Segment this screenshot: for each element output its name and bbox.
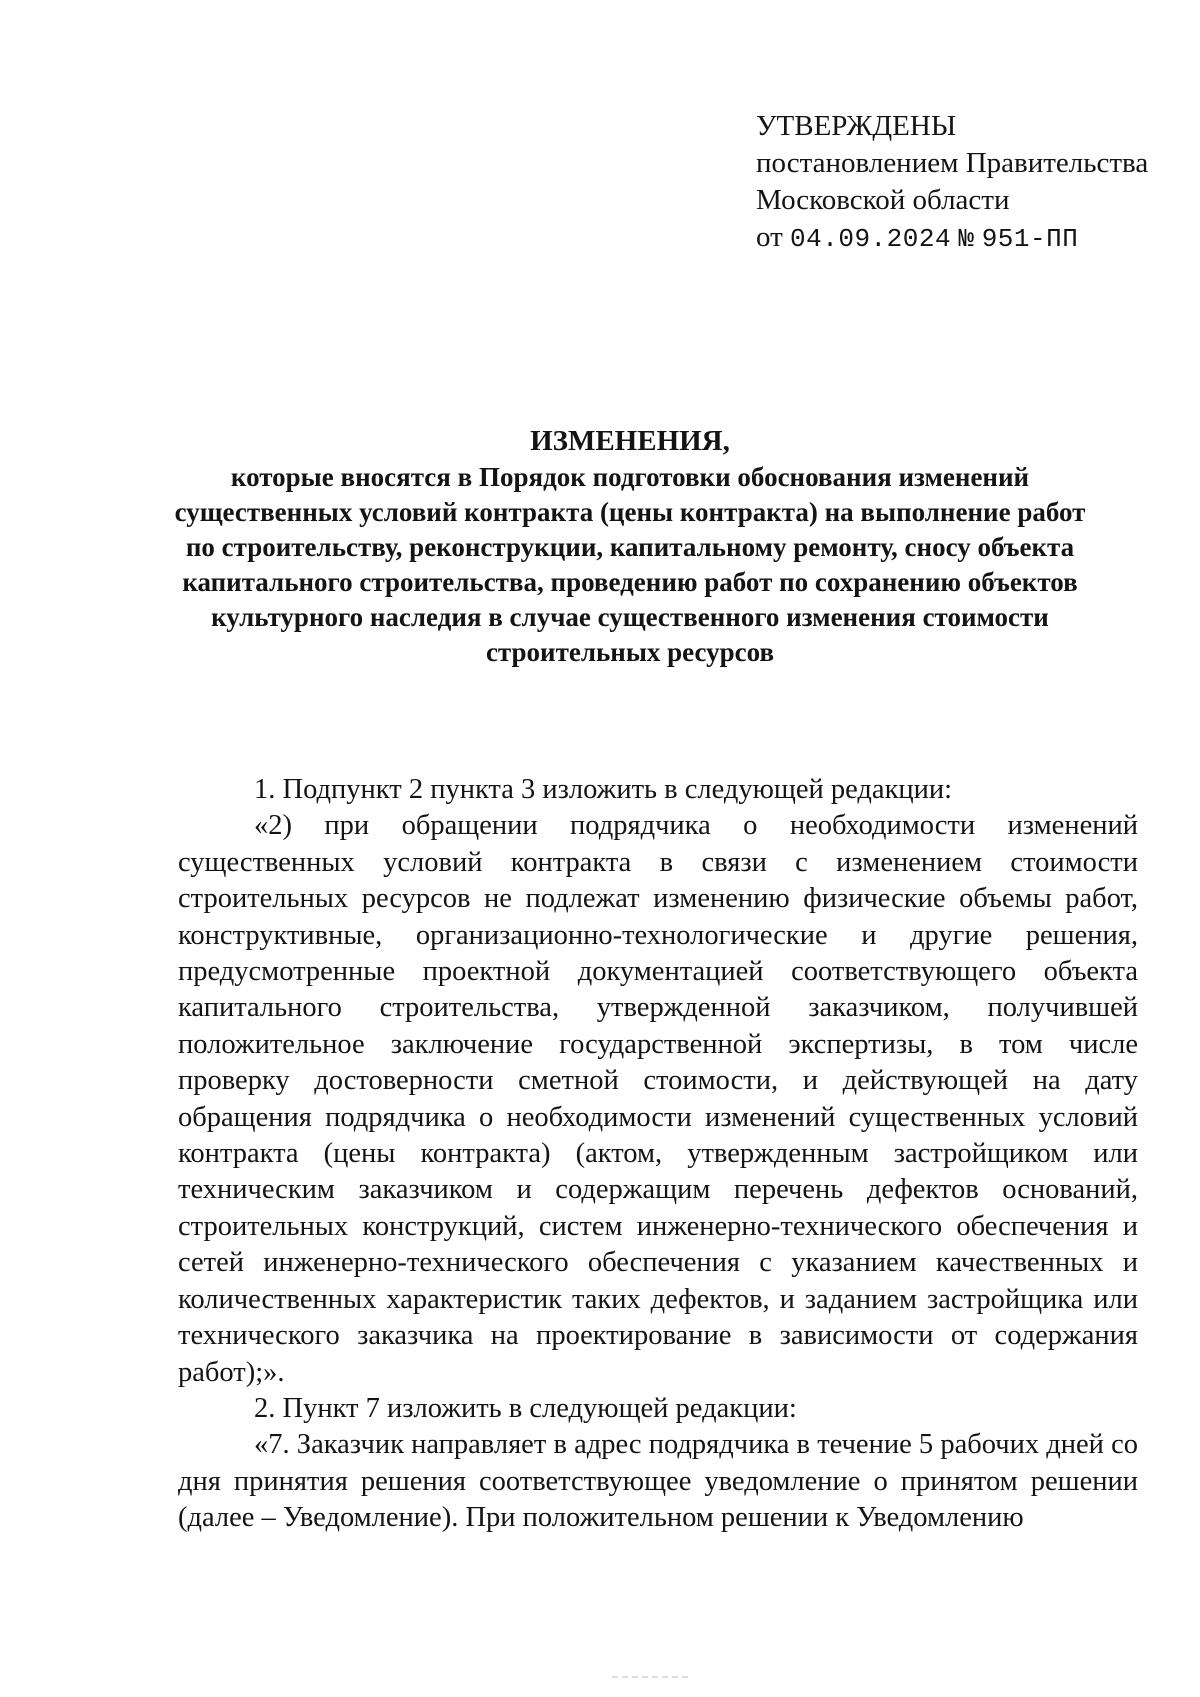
item-2-text: «7. Заказчик направляет в адрес подрядчика в течение 5 рабочих дней со дня принятия решения соответствующее уведомление о принятом решении (далее – Уведомление). При положительном решении к Уведомлению: [178, 1429, 1138, 1534]
heading-subtitle-line: которые вносятся в Порядок подготовки обоснования изменений: [230, 462, 1030, 492]
item-1-intro: 1. Подпункт 2 пункта 3 изложить в следующей редакции:: [254, 774, 953, 805]
document-body: [178, 772, 1138, 1537]
approval-line-1: постановлением Правительства: [756, 147, 1149, 179]
approval-date-line: [756, 219, 1176, 258]
document-heading: [150, 424, 1110, 670]
item-2-intro: 2. Пункт 7 изложить в следующей редакции:: [254, 1392, 797, 1424]
approval-date-prefix: от: [756, 221, 783, 253]
page-footer-mark: [612, 1676, 692, 1678]
approval-stamp: [756, 108, 1176, 258]
approval-line-2: Московской области: [756, 184, 1010, 216]
item-1-text: «2) при обращении подрядчика о необходимости изменений существенных условий контракта в связи с изменением стоимости строительных ресурсов не подлежат изменению физические объемы работ, конструктивные, организационно-технологические и другие решения, предусмотренные проектной документацией соответствующего объекта капитального строительства, утвержденной заказчиком, получившей положительное заключение государственной экспертизы, в том числе проверку достоверности сметной стоимости, и действующей на дату обращения подрядчика о необходимости изменений существенных условий контракта (цены контракта) (актом, утвержденным застройщиком или техническим заказчиком и содержащим перечень дефектов оснований, строительных конструкций, систем инженерно-технического обеспечения и сетей инженерно-технического обеспечения с указанием качественных и количественных характеристик таких дефектов, и заданием застройщика или технического заказчика на проектирование в зависимости от содержания работ);».: [178, 810, 1138, 1388]
heading-subtitle-line: строительных ресурсов: [485, 637, 775, 667]
heading-subtitle-line: по строительству, реконструкции, капитальному ремонту, сносу объекта: [185, 532, 1075, 562]
heading-subtitle-line: культурного наследия в случае существенного изменения стоимости: [211, 602, 1049, 632]
approval-number-sign: №: [958, 224, 975, 254]
approval-date: 04.09.2024: [790, 224, 952, 254]
approval-number: 951-ПП: [981, 224, 1079, 254]
approval-title: УТВЕРЖДЕНЫ: [756, 110, 957, 142]
heading-subtitle-line: капитального строительства, проведению работ по сохранению объектов: [182, 567, 1078, 597]
heading-title: ИЗМЕНЕНИЯ,: [530, 425, 730, 457]
heading-subtitle-line: существенных условий контракта (цены контракта) на выполнение работ: [174, 497, 1086, 527]
